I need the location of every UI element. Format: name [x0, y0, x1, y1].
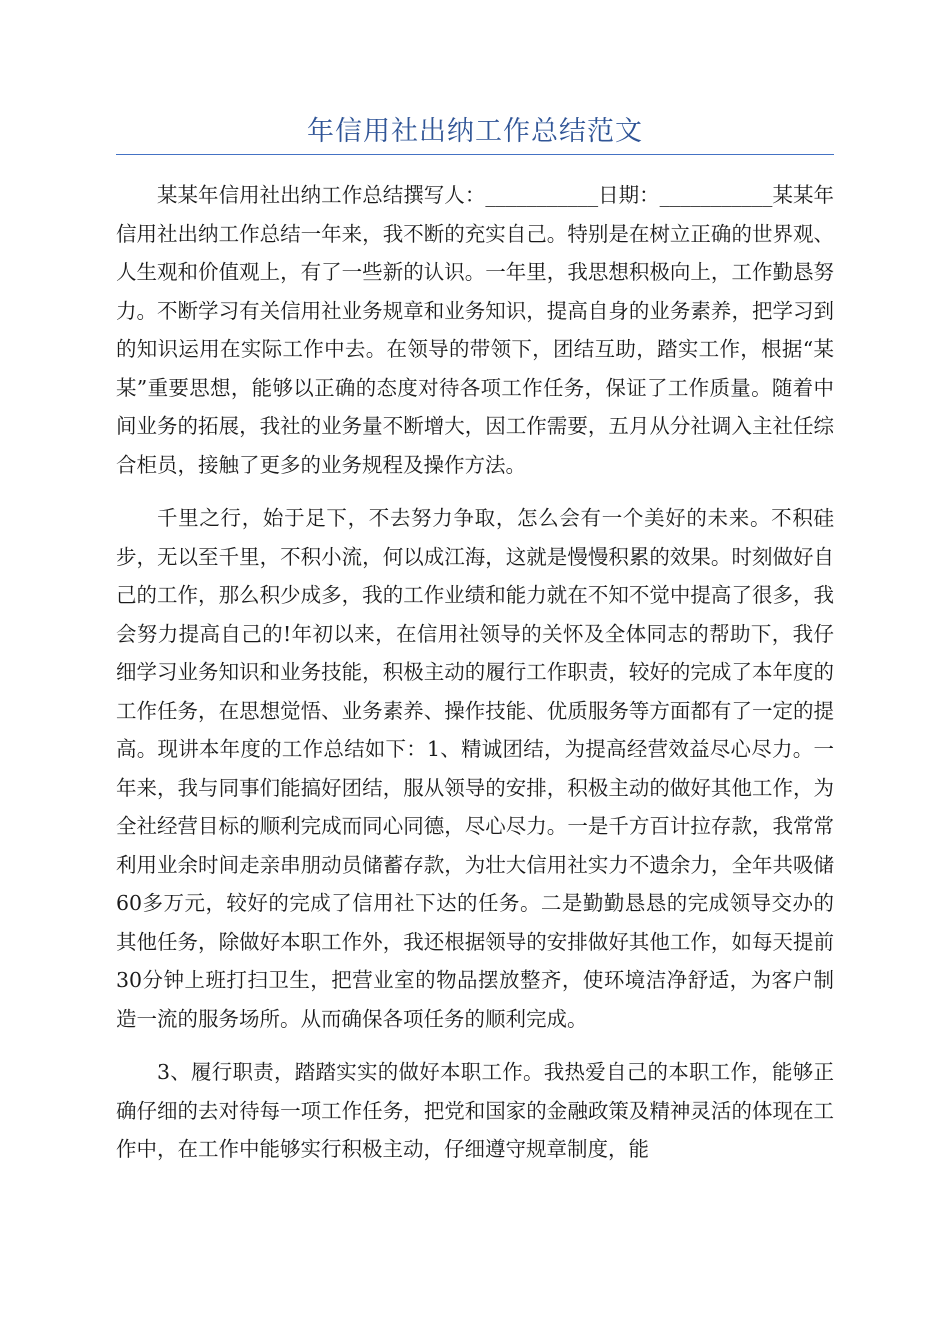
paragraph-1: 某某年信用社出纳工作总结撰写人：___________日期：___________某某年信用社出纳工作总结一年来，我不断的充实自己。特别是在树立正确的世界观、人生观和价值观上，有了一些新的认识。一年里，我思想积极向上，工作勤恳努力。不断学习有关信用社业务规章和业务知识，提高自身的业务素养，把学习到的知识运用在实际工作中去。在领导的带领下，团结互助，踏实工作，根据“某某”重要思想，能够以正确的态度对待各项工作任务，保证了工作质量。随着中间业务的拓展，我社的业务量不断增大，因工作需要，五月从分社调入主社任综合柜员，接触了更多的业务规程及操作方法。	[116, 183, 834, 477]
document-title: 年信用社出纳工作总结范文	[307, 116, 643, 147]
document-body	[116, 176, 834, 1169]
paragraph-2: 千里之行，始于足下，不去努力争取，怎么会有一个美好的未来。不积硅步，无以至千里，不积小流，何以成江海，这就是慢慢积累的效果。时刻做好自己的工作，那么积少成多，我的工作业绩和能力就在不知不觉中提高了很多，我会努力提高自己的!年初以来，在信用社领导的关怀及全体同志的帮助下，我仔细学习业务知识和业务技能，积极主动的履行工作职责，较好的完成了本年度的工作任务，在思想觉悟、业务素养、操作技能、优质服务等方面都有了一定的提高。现讲本年度的工作总结如下：1、精诚团结，为提高经营效益尽心尽力。一年来，我与同事们能搞好团结，服从领导的安排，积极主动的做好其他工作，为全社经营目标的顺利完成而同心同德，尽心尽力。一是千方百计拉存款，我常常利用业余时间走亲串朋动员储蓄存款，为壮大信用社实力不遗余力，全年共吸储60多万元，较好的完成了信用社下达的任务。二是勤勤恳恳的完成领导交办的其他任务，除做好本职工作外，我还根据领导的安排做好其他工作，如每天提前30分钟上班打扫卫生，把营业室的物品摆放整齐，使环境洁净舒适，为客户制造一流的服务场所。从而确保各项任务的顺利完成。	[116, 506, 834, 1031]
title-underline	[116, 154, 834, 155]
paragraph-3: 3、履行职责，踏踏实实的做好本职工作。我热爱自己的本职工作，能够正确仔细的去对待每一项工作任务，把党和国家的金融政策及精神灵活的体现在工作中，在工作中能够实行积极主动，仔细遵守规章制度，能	[116, 1060, 834, 1161]
